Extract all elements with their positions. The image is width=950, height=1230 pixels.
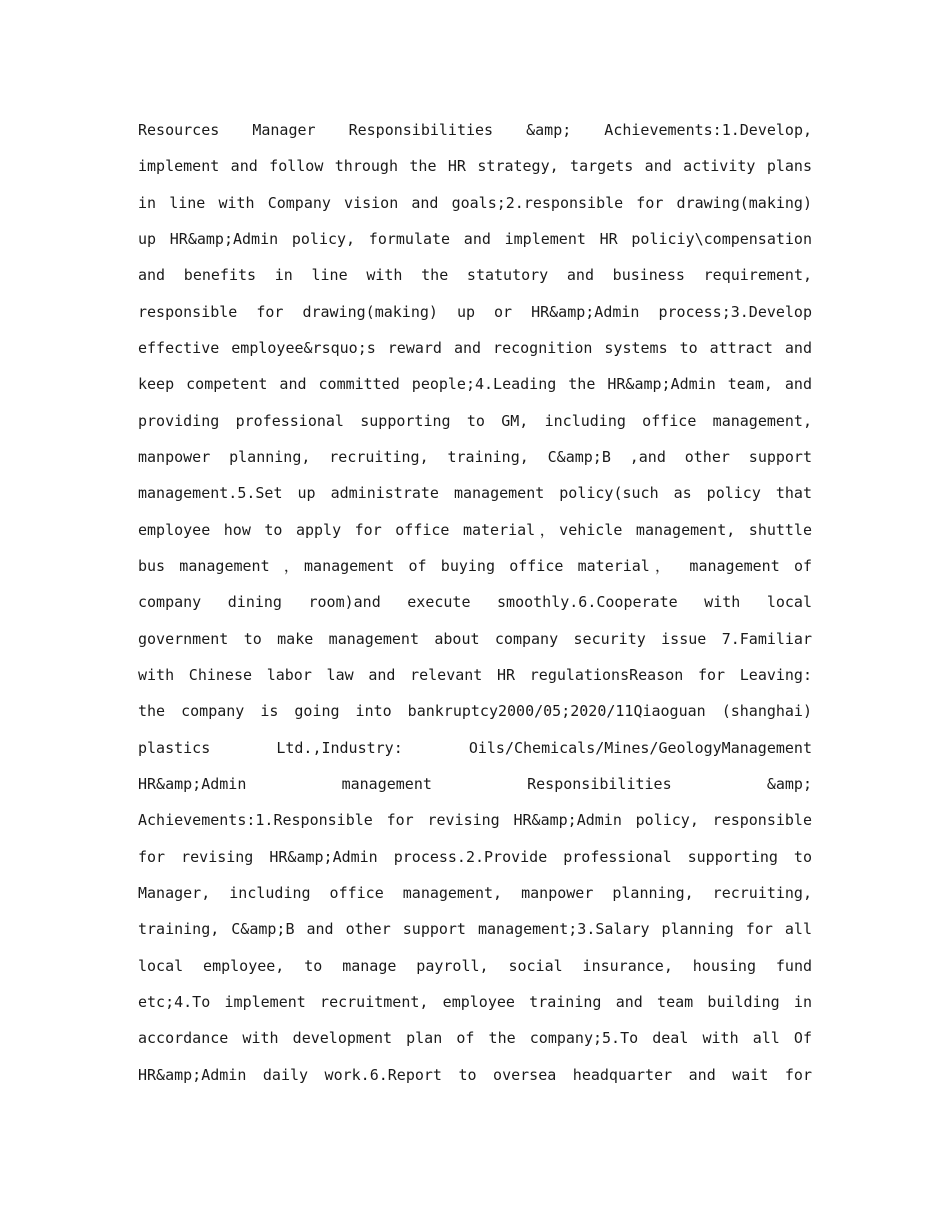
text-line: management.5.Set up administrate management policy(such as policy that [138, 484, 812, 503]
text-line: in line with Company vision and goals;2.responsible for drawing(making) [138, 193, 812, 212]
text-line: responsible for drawing(making) up or HR&amp;Admin process;3.Develop [138, 302, 812, 321]
text-line: for revising HR&amp;Admin process.2.Provide professional supporting to [138, 847, 812, 866]
text-line: Manager, including office management, manpower planning, recruiting, [138, 883, 812, 902]
document-body-text [138, 112, 812, 1093]
text-line: local employee, to manage payroll, social insurance, housing fund [138, 956, 812, 975]
text-line: government to make management about company security issue 7.Familiar [138, 629, 812, 648]
text-line: HR&amp;Admin management Responsibilities &amp; [138, 774, 812, 793]
text-line: bus management ，management of buying office material， management of [138, 556, 812, 575]
text-line: Resources Manager Responsibilities &amp; Achievements:1.Develop, [138, 121, 812, 139]
text-line: plastics Ltd.,Industry: Oils/Chemicals/Mines/GeologyManagement [138, 738, 812, 757]
text-line: accordance with development plan of the company;5.To deal with all Of [138, 1029, 812, 1048]
text-line: effective employee&rsquo;s reward and recognition systems to attract and [138, 338, 812, 357]
text-line: manpower planning, recruiting, training, C&amp;B ,and other support [138, 447, 812, 466]
text-line: the company is going into bankruptcy2000/05;2020/11Qiaoguan (shanghai) [138, 702, 812, 721]
text-line: implement and follow through the HR strategy, targets and activity plans [138, 157, 812, 176]
text-line: providing professional supporting to GM, including office management, [138, 411, 812, 430]
text-line: training, C&amp;B and other support management;3.Salary planning for all [138, 920, 812, 939]
text-line: keep competent and committed people;4.Leading the HR&amp;Admin team, and [138, 375, 812, 394]
text-line: HR&amp;Admin daily work.6.Report to oversea headquarter and wait for [138, 1065, 812, 1084]
text-line: Achievements:1.Responsible for revising HR&amp;Admin policy, responsible [138, 811, 812, 830]
text-line: employee how to apply for office material，vehicle management, shuttle [138, 520, 812, 539]
text-line: and benefits in line with the statutory and business requirement, [138, 266, 812, 285]
text-line: with Chinese labor law and relevant HR regulationsReason for Leaving: [138, 665, 812, 684]
text-line: up HR&amp;Admin policy, formulate and implement HR policiy\compensation [138, 229, 812, 248]
text-line: etc;4.To implement recruitment, employee training and team building in [138, 992, 812, 1011]
text-line: company dining room)and execute smoothly.6.Cooperate with local [138, 593, 812, 612]
